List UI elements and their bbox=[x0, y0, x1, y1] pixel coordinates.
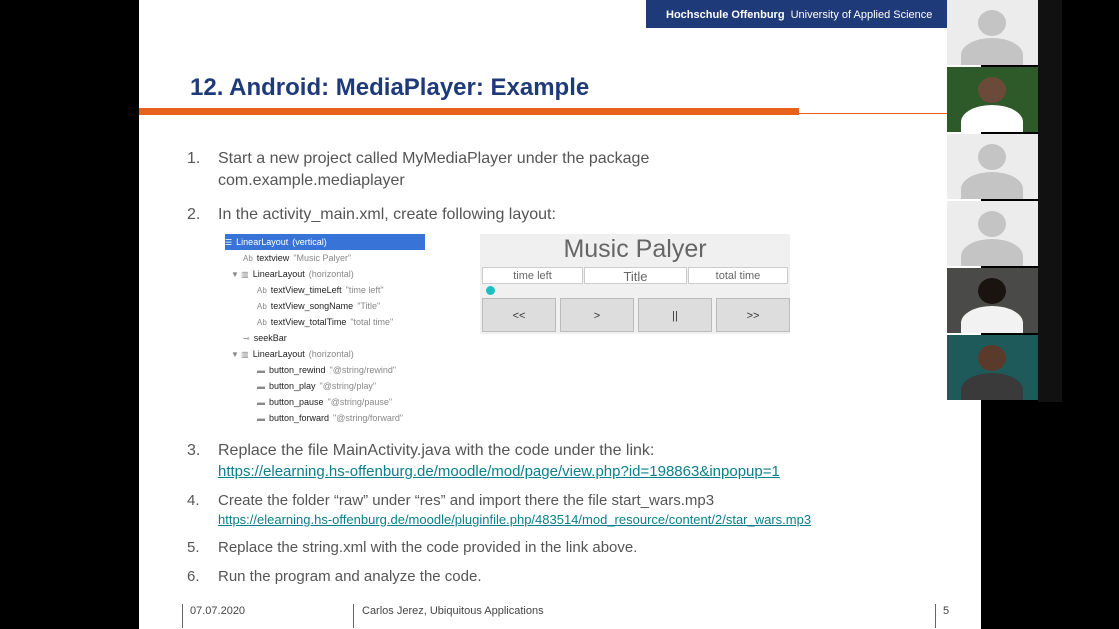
footer-date: 07.07.2020 bbox=[190, 605, 246, 617]
avatar-icon bbox=[978, 144, 1006, 170]
preview-title: Music Palyer bbox=[563, 235, 707, 263]
slide-footer bbox=[139, 600, 981, 629]
rewind-button[interactable]: << bbox=[482, 298, 556, 332]
preview-time-left: time left bbox=[482, 267, 583, 284]
participant-tile[interactable] bbox=[947, 134, 1038, 199]
mp3-link[interactable]: https://elearning.hs-offenburg.de/moodle/pluginfile.php/483514/mod_resource/content/2/star_wars.mp3 bbox=[218, 512, 812, 527]
forward-button[interactable]: >> bbox=[716, 298, 790, 332]
participant-tile[interactable] bbox=[947, 67, 1038, 132]
tree-row[interactable]: ▼ ▥ LinearLayout (horizontal) bbox=[231, 269, 354, 279]
webcam-person bbox=[978, 278, 1006, 304]
tree-row[interactable]: ▬ button_play "@string/play" bbox=[257, 381, 377, 391]
mainactivity-link[interactable]: https://elearning.hs-offenburg.de/moodle/mod/page/view.php?id=198863&inpopup=1 bbox=[218, 463, 780, 480]
title-underline bbox=[139, 108, 799, 115]
pause-button[interactable]: || bbox=[638, 298, 712, 332]
layout-preview bbox=[480, 234, 790, 334]
slide: Hochschule Offenburg University of Applied Science 12. Android: MediaPlayer: Example 1. Start a new project called MyMediaPlayer under the package com.example.mediaplayer 2. In the activity_main.xml, create following layout: ☰ LinearLayout (vertical) Ab textview "Music Palyer" ▼ ▥ LinearLayout (horizontal) Ab textView_timeLeft "time left" Ab textView_songName "Title" Ab textView_totalTime "total time" ⊸ seekBar ▼ ▥ LinearLayout (horizontal) ▬ button_rewind "@string/rewind" ▬ button_play "@string/play" ▬ button_pause "@string/pause" ▬ button_forward "@string/forward" Music Palyer time left Title total time << > || >> 3. Replace the file MainActivity.java with the code under the link: https://elearning.hs-offenburg.de/moodle/mod/page/view.php?id=198863&inpopup=1 4. Create the folder “raw” under “res” and import there the file start_wars.mp3 https://elearning.hs-offenburg.de/moodle/pluginfile.php/483514/mod_resource/content/2/star_wars.mp3 5. Replace the string.xml with the code provided in the link above. 6. Run the program and analyze the code. 07.07.2020 Carlos Jerez, Ubiquitous Applications 5 bbox=[139, 0, 981, 629]
webcam-person bbox=[978, 77, 1006, 103]
participant-tile[interactable] bbox=[947, 201, 1038, 266]
preview-song-title: Title bbox=[584, 267, 687, 284]
tree-row[interactable]: Ab textview "Music Palyer" bbox=[243, 253, 352, 263]
footer-page-number: 5 bbox=[943, 605, 950, 617]
university-banner: Hochschule Offenburg University of Applied Science bbox=[646, 0, 981, 28]
tree-row[interactable]: ▬ button_rewind "@string/rewind" bbox=[257, 365, 397, 375]
tree-row[interactable]: ▬ button_pause "@string/pause" bbox=[257, 397, 393, 407]
tree-row[interactable]: ▬ button_forward "@string/forward" bbox=[257, 413, 404, 423]
tree-row[interactable]: Ab textView_songName "Title" bbox=[257, 301, 381, 311]
preview-total-time: total time bbox=[688, 267, 788, 284]
tree-row[interactable]: ⊸ seekBar bbox=[243, 333, 287, 343]
avatar-icon bbox=[978, 211, 1006, 237]
component-tree bbox=[225, 234, 425, 426]
tree-row[interactable]: Ab textView_totalTime "total time" bbox=[257, 317, 394, 327]
seekbar-thumb[interactable] bbox=[486, 286, 495, 295]
slide-title: 12. Android: MediaPlayer: Example bbox=[190, 74, 590, 101]
tree-row[interactable]: ☰ LinearLayout (vertical) bbox=[225, 234, 425, 250]
participant-tile[interactable] bbox=[947, 268, 1038, 333]
play-button[interactable]: > bbox=[560, 298, 634, 332]
tree-row[interactable]: ▼ ▥ LinearLayout (horizontal) bbox=[231, 349, 354, 359]
tree-row[interactable]: Ab textView_timeLeft "time left" bbox=[257, 285, 384, 295]
participant-tile[interactable] bbox=[947, 335, 1038, 400]
webcam-person bbox=[978, 345, 1006, 371]
footer-author: Carlos Jerez, Ubiquitous Applications bbox=[362, 605, 544, 617]
avatar-icon bbox=[978, 10, 1006, 36]
participant-tile[interactable] bbox=[947, 0, 1038, 65]
participant-strip-bg bbox=[1038, 0, 1062, 402]
